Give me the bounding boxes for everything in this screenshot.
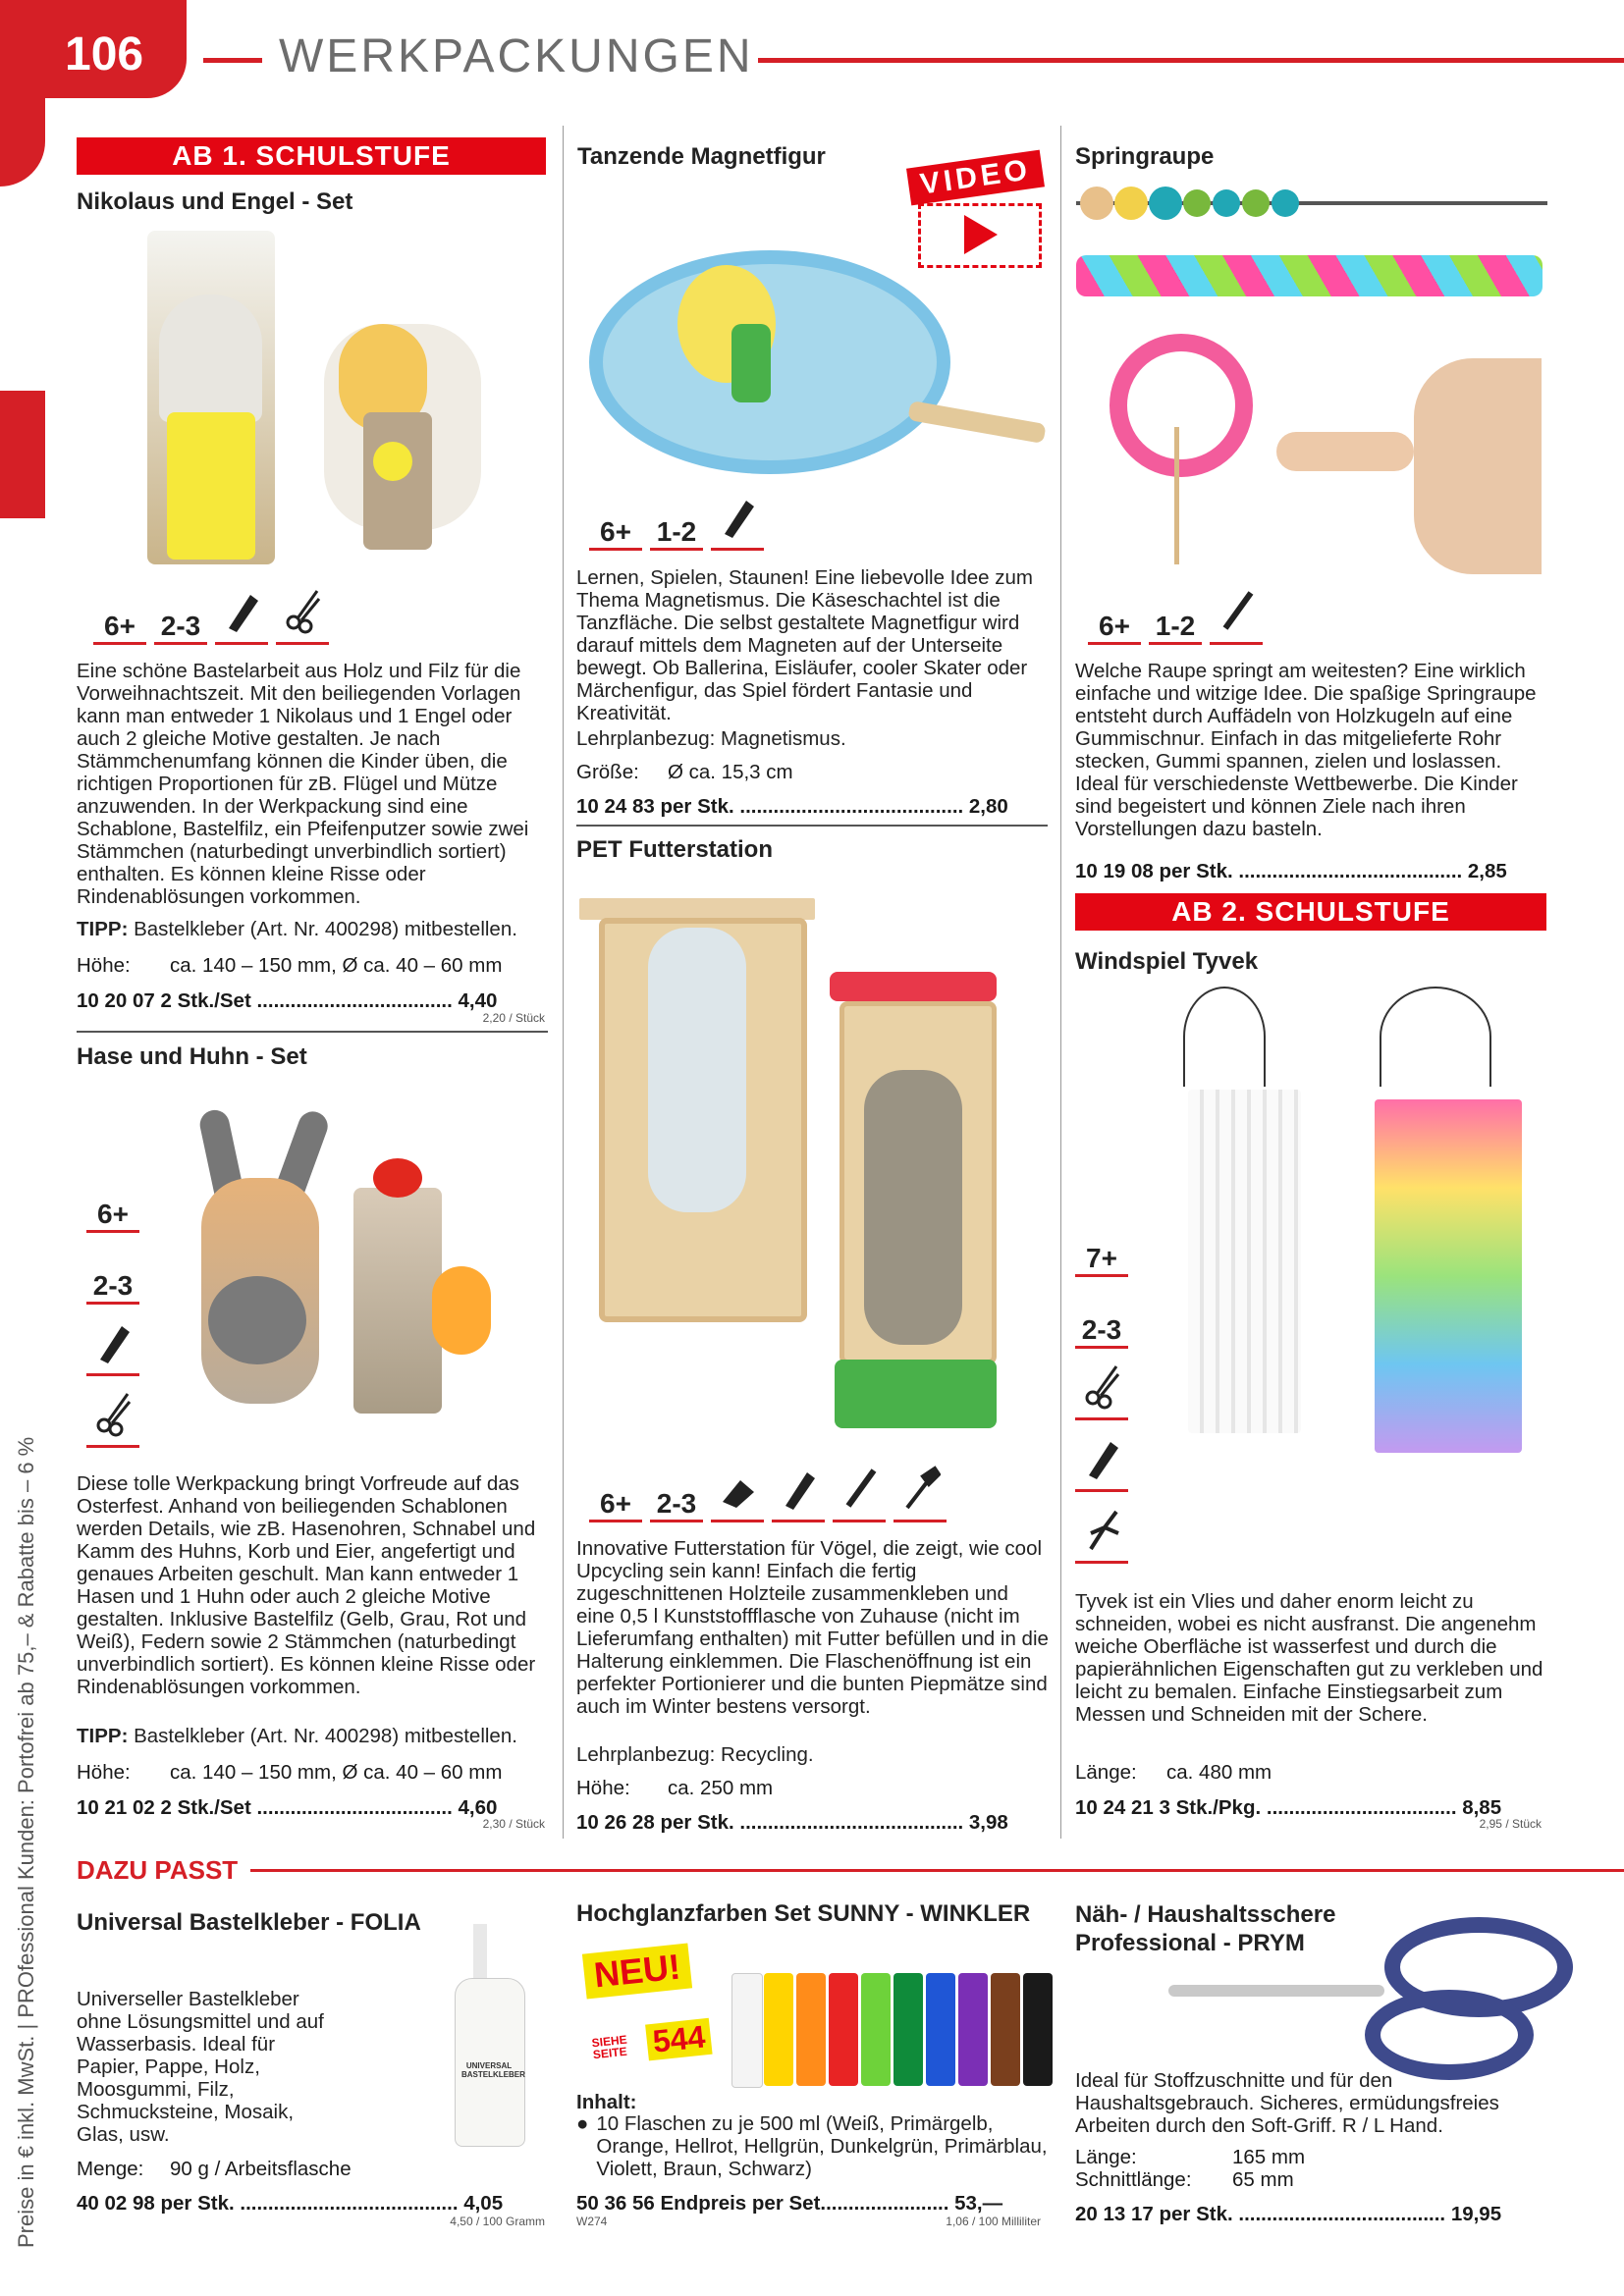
glue-icon [86, 1316, 139, 1376]
order-line-farben: 50 36 56 Endpreis per Set....................... 53,— [576, 2192, 1003, 2215]
catalog-code: W274 [576, 2215, 608, 2228]
tip-hase [77, 1725, 558, 1747]
spec-value: 90 g / Arbeitsflasche [170, 2158, 352, 2180]
unit-price-windspiel: 2,95 / Stück [1479, 1817, 1542, 1831]
divider [576, 825, 1048, 827]
unit-price-kleber: 4,50 / 100 Gramm [450, 2215, 545, 2228]
spec-kleber [77, 2158, 352, 2181]
spec-nikolaus [77, 954, 502, 978]
product-title-farben: Hochglanzfarben Set SUNNY - WINKLER [576, 1900, 1031, 1927]
bottle-label: UNIVERSAL BASTELKLEBER [461, 2061, 525, 2079]
spec-label: Menge: [77, 2158, 144, 2180]
bullet: ● [576, 2112, 589, 2135]
order-line-nikolaus: 10 20 07 2 Stk./Set ................................... 4,40 [77, 989, 498, 1012]
grade-banner-2: AB 2. SCHULSTUFE [1075, 893, 1546, 931]
product-text-futterstation: Innovative Futterstation für Vögel, die zeigt, wie cool Upcycling sein kann! Einfach die fertig zugeschnittenen Holzteile zusammenkleben und eine 0,5 l Kunststoffflasche von Zuhause (nicht im Lieferumfang enthalten) mit Futter befüllen und in die Halterung einklemmen. Die Flaschenöffnung ist ein perfekter Portionierer und die bunten Piepmätze sind auch im Winter bestens versorgt. [576, 1537, 1049, 1718]
siehe-seite-badge [590, 2018, 713, 2066]
saw-icon [833, 1463, 886, 1522]
product-title-futterstation: PET Futterstation [576, 836, 774, 863]
spec-futterstation [576, 1777, 773, 1800]
spec-value: ca. 140 – 150 mm, Ø ca. 40 – 60 mm [170, 954, 503, 977]
glue-icon [711, 1463, 764, 1522]
icons-magnetfigur [589, 491, 764, 551]
time-icon: 1-2 [650, 491, 703, 551]
side-tab [0, 391, 45, 518]
glue-icon [215, 585, 268, 645]
scissors-icon [1075, 1361, 1128, 1420]
neu-badge: NEU! [582, 1943, 692, 1999]
column-divider-1 [563, 126, 564, 1839]
age-icon: 7+ [1075, 1217, 1128, 1277]
product-title-hase: Hase und Huhn - Set [77, 1043, 307, 1070]
age-icon: 6+ [93, 585, 146, 645]
glue-icon [772, 1463, 825, 1522]
product-text-hase: Diese tolle Werkpackung bringt Vorfreude auf das Osterfest. Anhand von beiliegenden Schablonen werden Details, wie zB. Hasenohren, Schnabel und Kamm des Huhns, Korb und Eier, angefertigt und genaues Arbeiten geschult. Man kann entweder 1 Hasen und 1 Huhn oder auch 2 gleiche Motive gestalten. Inklusive Bastelfilz (Gelb, Grau, Rot und Weiß), Federn sowie 2 Stämmchen (naturbedingt unverbindlich sortiert). Es können kleine Risse oder Rindenablösungen vorkommen. [77, 1472, 536, 1698]
lehrplan-futterstation: Lehrplanbezug: Recycling. [576, 1743, 814, 1766]
dazu-passt-label: DAZU PASST [77, 1855, 239, 1885]
icons-windspiel [1075, 1217, 1128, 1564]
order-line-hase: 10 21 02 2 Stk./Set ................................... 4,60 [77, 1796, 498, 1819]
page-number: 106 [65, 28, 144, 80]
spec-value: 165 mm [1232, 2146, 1306, 2168]
spec-schere-cut [1075, 2168, 1294, 2192]
unit-price-hase: 2,30 / Stück [482, 1817, 545, 1831]
age-icon: 6+ [589, 491, 642, 551]
order-line-futterstation: 10 26 28 per Stk. ........................................ 3,98 [576, 1811, 1008, 1834]
time-icon: 2-3 [86, 1245, 139, 1305]
spec-value: 65 mm [1232, 2168, 1294, 2191]
age-icon: 6+ [86, 1173, 139, 1233]
column-divider-2 [1060, 126, 1061, 1839]
order-line-magnetfigur: 10 24 83 per Stk. ........................................ 2,80 [576, 795, 1008, 818]
icons-futterstation [589, 1463, 947, 1522]
header-rule-right [758, 58, 1624, 63]
product-title-kleber: Universal Bastelkleber - FOLIA [77, 1909, 421, 1936]
product-title-schere: Näh- / Haushaltsschere Professional - PRYM [1075, 1901, 1336, 1956]
unit-price-nikolaus: 2,20 / Stück [482, 1011, 545, 1025]
video-badge[interactable] [908, 149, 1048, 267]
tip-nikolaus [77, 918, 558, 940]
time-icon: 1-2 [1149, 585, 1202, 645]
time-icon: 2-3 [154, 585, 207, 645]
spec-hase [77, 1761, 502, 1785]
sidebar-legal-text: Preise in € inkl. MwSt. | PROfessional Kunden: Portofrei ab 75,– & Rabatte bis – 6 % [14, 1436, 38, 2248]
spec-label: Länge: [1075, 2146, 1137, 2168]
spec-label: Höhe: [576, 1777, 630, 1799]
order-line-springraupe: 10 19 08 per Stk. ........................................ 2,85 [1075, 860, 1507, 882]
divider [77, 1031, 548, 1033]
product-text-kleber: Universeller Bastelkleber ohne Lösungsmittel und auf Wasserbasis. Ideal für Papier, Pappe, Holz, Moosgummi, Filz, Schmucksteine, Mosaik, Glas, usw. [77, 1988, 324, 2146]
spec-label: Größe: [576, 761, 639, 783]
tip-label: TIPP: [77, 918, 129, 940]
inhalt-text: 10 Flaschen zu je 500 ml (Weiß, Primärgelb, Orange, Hellrot, Hellgrün, Dunkelgrün, Primärblau, Violett, Braun, Schwarz) [596, 2112, 1048, 2180]
siehe-seite-number: 544 [645, 2018, 713, 2061]
age-icon: 6+ [1088, 585, 1141, 645]
siehe-seite-label: SIEHE SEITE [590, 2032, 628, 2061]
tip-text: Bastelkleber (Art. Nr. 400298) mitbestellen. [128, 918, 517, 940]
product-title-nikolaus: Nikolaus und Engel - Set [77, 188, 353, 215]
drill-icon [893, 1463, 947, 1522]
spec-magnetfigur [576, 761, 793, 784]
product-title-magnetfigur: Tanzende Magnetfigur [577, 143, 826, 170]
glue-icon [1075, 1432, 1128, 1492]
product-text-magnetfigur: Lernen, Spielen, Staunen! Eine liebevolle Idee zum Thema Magnetismus. Die Käseschachtel ist die Tanzfläche. Die selbst gestaltete Magnetfigur wird darauf mittels dem Magneten auf der Unterseite bewegt. Ob Ballerina, Eisläufer, cooler Skater oder Märchenfigur, das Spiel fördert Fantasie und Kreativität. [576, 566, 1033, 724]
order-line-kleber: 40 02 98 per Stk. ....................................... 4,05 [77, 2192, 504, 2215]
product-text-springraupe: Welche Raupe springt am weitesten? Eine wirklich einfache und witzige Idee. Die spaßige Springraupe entsteht durch Auffädeln von Holzkugeln auf eine Gummischnur. Einfach in das mitgelieferte Rohr stecken, Gummi spannen, zielen und loslassen. Ideal für verschiedenste Wettbewerbe. Die Kinder sind begeistert und können Ziele nach ihren Vorstellungen dazu basteln. [1075, 660, 1537, 840]
pliers-icon [1075, 1504, 1128, 1564]
page-title: WERKPACKUNGEN [279, 30, 754, 82]
product-title-springraupe: Springraupe [1075, 143, 1215, 170]
product-text-nikolaus: Eine schöne Bastelarbeit aus Holz und Filz für die Vorweihnachtszeit. Mit den beiliegenden Vorlagen kann man entweder 1 Nikolaus und 1 Engel oder auch 2 gleiche Motive gestalten. Je nach Stämmchenumfang können die Kinder üben, die richtigen Proportionen für zB. Flügel und Mütze anzuwenden. In der Werkpackung sind eine Schablone, Bastelfilz, ein Pfeifenputzer sowie zwei Stämmchen (naturbedingt unverbindlich sortiert) enthalten. Es können kleine Risse oder Rindenablösungen vorkommen. [77, 660, 529, 908]
inhalt-list [576, 2112, 1048, 2180]
spec-value: ca. 480 mm [1166, 1761, 1272, 1784]
time-icon: 2-3 [650, 1463, 703, 1522]
dazu-rule [250, 1869, 1624, 1872]
play-icon [964, 215, 998, 254]
order-line-schere: 20 13 17 per Stk. ..................................... 19,95 [1075, 2203, 1502, 2225]
icons-springraupe [1088, 585, 1263, 645]
glue-icon [711, 491, 764, 551]
spec-label: Schnittlänge: [1075, 2168, 1192, 2191]
grade-banner-1: AB 1. SCHULSTUFE [77, 137, 546, 175]
lehrplan-magnetfigur: Lehrplanbezug: Magnetismus. [576, 727, 846, 750]
icons-nikolaus [93, 585, 329, 645]
order-line-windspiel: 10 24 21 3 Stk./Pkg. .................................. 8,85 [1075, 1796, 1502, 1819]
spec-schere-length [1075, 2146, 1305, 2169]
spec-label: Länge: [1075, 1761, 1137, 1784]
video-label: VIDEO [906, 150, 1045, 206]
product-title-windspiel: Windspiel Tyvek [1075, 948, 1259, 975]
time-icon: 2-3 [1075, 1289, 1128, 1349]
tip-text: Bastelkleber (Art. Nr. 400298) mitbestellen. [128, 1725, 517, 1747]
unit-price-farben: 1,06 / 100 Milliliter [946, 2215, 1041, 2228]
spec-value: Ø ca. 15,3 cm [668, 761, 793, 783]
spec-label: Höhe: [77, 1761, 131, 1784]
spec-windspiel [1075, 1761, 1272, 1785]
saw-icon [1210, 585, 1263, 645]
icons-hase [86, 1173, 139, 1448]
spec-label: Höhe: [77, 954, 131, 977]
product-text-windspiel: Tyvek ist ein Vlies und daher enorm leicht zu schneiden, wobei es nicht ausfranst. Die angenehm weiche Oberfläche ist wasserfest und durch die papierähnlichen Eigenschaften gut zu verkleben und leicht zu bemalen. Einfache Einstiegsarbeit zum Messen und Schneiden mit der Schere. [1075, 1590, 1543, 1726]
tip-label: TIPP: [77, 1725, 129, 1747]
inhalt-label: Inhalt: [576, 2091, 637, 2113]
spec-value: ca. 140 – 150 mm, Ø ca. 40 – 60 mm [170, 1761, 503, 1784]
scissors-icon [86, 1388, 139, 1448]
header-rule-left [203, 58, 262, 63]
spec-value: ca. 250 mm [668, 1777, 774, 1799]
product-text-schere: Ideal für Stoffzuschnitte und für den Haushaltsgebrauch. Sicheres, ermüdungsfreies Arbeiten durch den Soft-Griff. R / L Hand. [1075, 2069, 1499, 2137]
scissors-icon [276, 585, 329, 645]
age-icon: 6+ [589, 1463, 642, 1522]
page-corner-bar [0, 0, 45, 187]
